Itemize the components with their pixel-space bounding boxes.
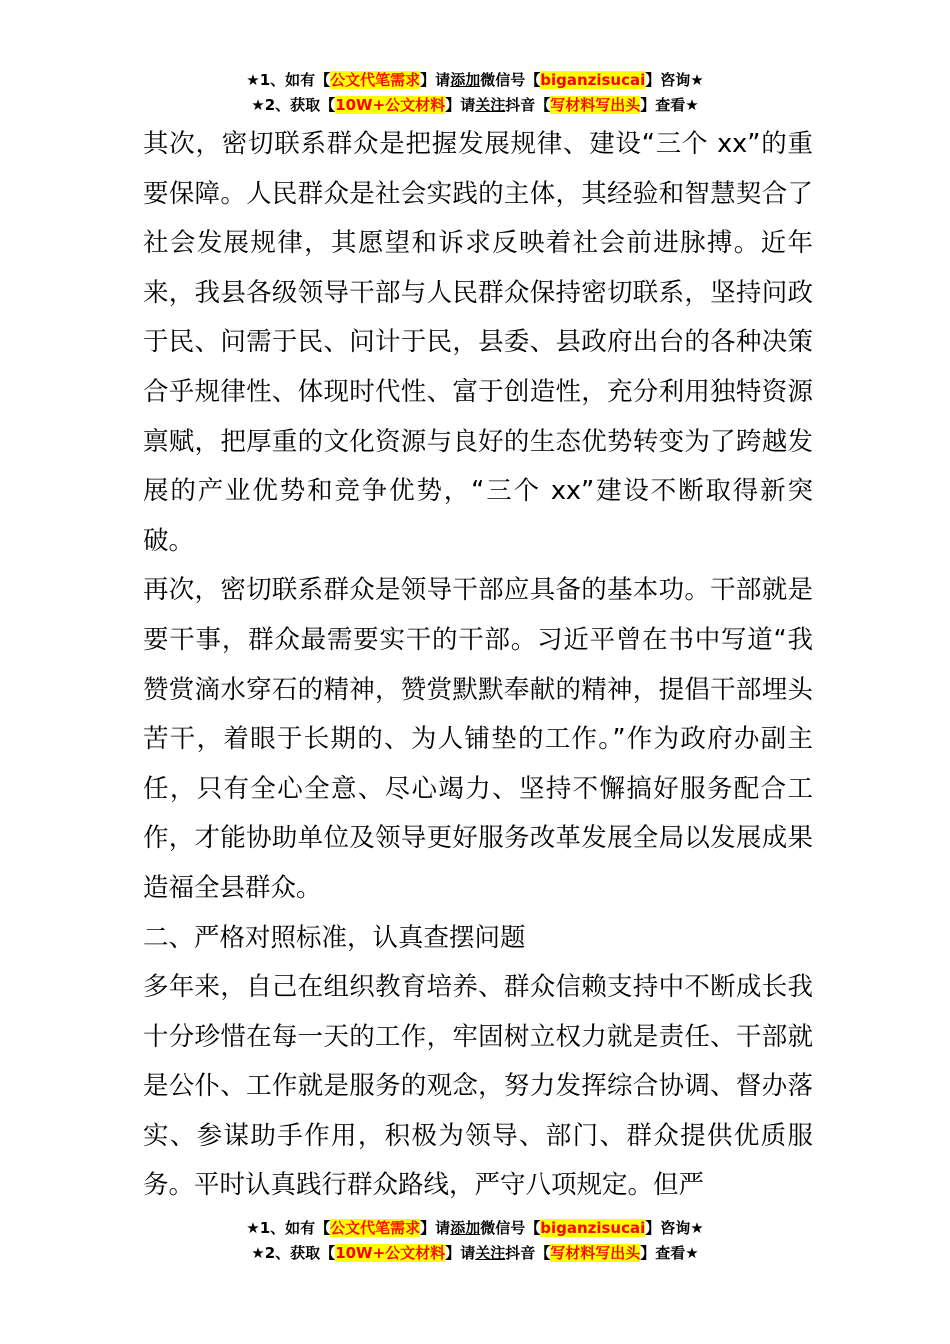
banner-text: 抖音【 — [505, 1244, 551, 1262]
header-banner — [0, 68, 950, 118]
banner-highlight: biganzisucai — [540, 71, 646, 89]
banner-emphasis: 添加 — [450, 1219, 481, 1237]
banner-text: 微信号【 — [480, 1219, 541, 1237]
banner-line-2 — [0, 1241, 950, 1266]
banner-highlight: 公文代笔需求 — [330, 1219, 421, 1237]
banner-text: 抖音【 — [505, 96, 551, 114]
banner-highlight: 10W+公文材料 — [335, 96, 446, 114]
document-body — [143, 120, 813, 1211]
banner-text: 】咨询★ — [645, 1219, 704, 1237]
banner-highlight: 公文代笔需求 — [330, 71, 421, 89]
banner-line-1 — [0, 68, 950, 93]
body-paragraph: 多年来，自己在组织教育培养、群众信赖支持中不断成长我十分珍惜在每一天的工作，牢固树立权力就是责任、干部就是公仆、工作就是服务的观念，努力发挥综合协调、督办落实、参谋助手作用，积极为领导、部门、群众提供优质服务。平时认真践行群众路线，严守八项规定。但严 — [143, 972, 813, 1201]
section-heading: 二、严格对照标准，认真查摆问题 — [143, 922, 526, 953]
banner-text: 】请 — [445, 96, 476, 114]
banner-text: 】查看★ — [640, 1244, 699, 1262]
banner-text: ★2、获取【 — [251, 1244, 336, 1262]
banner-text: 】请 — [445, 1244, 476, 1262]
banner-text: ★1、如有【 — [246, 1219, 331, 1237]
banner-highlight: biganzisucai — [540, 1219, 646, 1237]
banner-text: 】咨询★ — [645, 71, 704, 89]
banner-emphasis: 关注 — [475, 1244, 506, 1262]
banner-highlight: 写材料写出头 — [550, 96, 641, 114]
footer-banner — [0, 1216, 950, 1266]
body-paragraph: 再次，密切联系群众是领导干部应具备的基本功。干部就是要干事，群众最需要实干的干部。习近平曾在书中写道“我赞赏滴水穿石的精神，赞赏默默奉献的精神，提倡干部埋头苦干，着眼于长期的、为人铺垫的工作。”作为政府办副主任，只有全心全意、尽心竭力、坚持不懈搞好服务配合工作，才能协助单位及领导更好服务改革发展全局以发展成果造福全县群众。 — [143, 575, 813, 903]
banner-text: ★2、获取【 — [251, 96, 336, 114]
banner-emphasis: 关注 — [475, 96, 506, 114]
banner-line-2 — [0, 93, 950, 118]
banner-text: 微信号【 — [480, 71, 541, 89]
banner-highlight: 写材料写出头 — [550, 1244, 641, 1262]
banner-highlight: 10W+公文材料 — [335, 1244, 446, 1262]
body-paragraph: 其次，密切联系群众是把握发展规律、建设“三个 xx”的重要保障。人民群众是社会实践的主体，其经验和智慧契合了社会发展规律，其愿望和诉求反映着社会前进脉搏。近年来，我县各级领导干部与人民群众保持密切联系，坚持问政于民、问需于民、问计于民，县委、县政府出台的各种决策合乎规律性、体现时代性、富于创造性，充分利用独特资源禀赋，把厚重的文化资源与良好的生态优势转变为了跨越发展的产业优势和竞争优势，“三个 xx”建设不断取得新突破。 — [143, 129, 813, 556]
banner-text: ★1、如有【 — [246, 71, 331, 89]
banner-line-1 — [0, 1216, 950, 1241]
banner-text: 】查看★ — [640, 96, 699, 114]
banner-emphasis: 添加 — [450, 71, 481, 89]
banner-text: 】请 — [420, 1219, 451, 1237]
banner-text: 】请 — [420, 71, 451, 89]
